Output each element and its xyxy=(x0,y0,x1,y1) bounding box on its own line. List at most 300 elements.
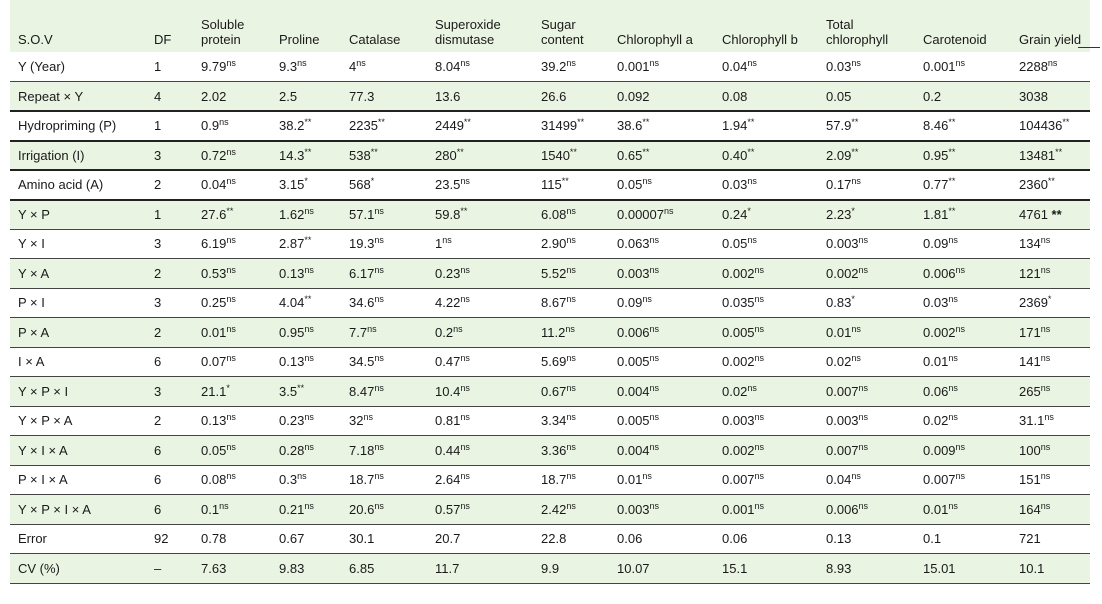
cell-value: 3 xyxy=(154,295,162,311)
cell-value: 1.62 xyxy=(279,207,305,222)
significance-mark: ns xyxy=(649,323,660,334)
cell-value: 1 xyxy=(154,118,162,134)
cell-value: 568 xyxy=(349,177,371,193)
cell-value: 0.06 xyxy=(722,531,748,547)
table-cell xyxy=(818,495,915,525)
cell-value: 2288 xyxy=(1019,59,1048,74)
table-cell xyxy=(818,111,915,141)
significance-mark: ** xyxy=(1047,176,1055,187)
cell-value: 23.5 xyxy=(435,177,461,193)
table-cell xyxy=(818,141,915,171)
significance-mark: ns xyxy=(374,294,384,305)
cell-value: 10.1 xyxy=(1019,560,1045,576)
cell-value: 0.24 xyxy=(722,207,748,222)
table-cell xyxy=(427,377,533,407)
table-cell xyxy=(714,465,818,495)
cell-value: 0.78 xyxy=(201,531,227,547)
table-row xyxy=(10,111,1090,141)
table-cell xyxy=(818,288,915,318)
significance-mark: ns xyxy=(304,500,314,511)
table-cell xyxy=(193,200,271,230)
significance-mark: ns xyxy=(747,382,757,393)
table-cell xyxy=(1011,141,1090,171)
cell-value: 164 xyxy=(1019,501,1041,517)
table-cell xyxy=(1011,170,1090,200)
cell-value: P × I xyxy=(18,295,45,311)
cell-value: I × A xyxy=(18,354,45,370)
table-cell xyxy=(818,465,915,495)
table-cell xyxy=(427,288,533,318)
significance-mark: ns xyxy=(858,441,869,452)
significance-mark: ns xyxy=(955,323,966,334)
table-cell xyxy=(609,52,714,82)
table-cell xyxy=(533,347,609,377)
cell-value: 0.03 xyxy=(923,295,949,311)
cell-value: 57.1 xyxy=(349,207,375,222)
table-cell xyxy=(533,495,609,525)
cell-value: Y × A xyxy=(18,265,50,281)
cell-value: 6.85 xyxy=(349,560,375,576)
significance-mark: ** xyxy=(948,146,956,157)
significance-mark: ns xyxy=(1040,264,1051,275)
cell-value: 13481 xyxy=(1019,147,1056,163)
table-cell xyxy=(609,436,714,466)
table-cell xyxy=(146,111,193,141)
significance-mark: ns xyxy=(304,323,314,334)
cell-value: 0.009 xyxy=(923,442,956,458)
significance-mark: ns xyxy=(851,323,861,334)
table-cell xyxy=(271,495,341,525)
row-label xyxy=(10,377,146,407)
table-cell xyxy=(341,406,427,436)
table-cell xyxy=(193,229,271,259)
table-cell xyxy=(1011,524,1090,554)
cell-value: 7.18 xyxy=(349,442,375,458)
cell-value: 2235 xyxy=(349,118,378,134)
cell-value: 0.07 xyxy=(201,354,227,370)
table-cell xyxy=(146,524,193,554)
table-header-row xyxy=(10,0,1090,52)
significance-mark: ns xyxy=(374,382,384,393)
significance-mark: ns xyxy=(851,471,861,482)
cell-value: Y × P × I × A xyxy=(18,501,91,517)
cell-value: CV (%) xyxy=(18,560,60,576)
significance-mark: * xyxy=(851,294,855,305)
significance-mark: ns xyxy=(649,382,660,393)
cell-value: 0.47 xyxy=(435,354,461,370)
cell-value: 2.09 xyxy=(826,147,852,163)
table-cell xyxy=(146,347,193,377)
cell-value: 0.9 xyxy=(201,118,220,134)
table-cell xyxy=(271,288,341,318)
table-cell xyxy=(818,200,915,230)
table-cell xyxy=(271,318,341,348)
cell-value: 0.003 xyxy=(617,501,650,517)
cell-value: 0.08 xyxy=(722,88,748,104)
cell-value: 0.007 xyxy=(826,442,859,458)
cell-value: 0.13 xyxy=(826,531,852,547)
significance-mark: ns xyxy=(858,500,869,511)
cell-value: 10.4 xyxy=(435,383,461,399)
cell-value: 0.2 xyxy=(923,88,942,104)
table-cell xyxy=(818,377,915,407)
col-header-grain-yield: Grain yield xyxy=(1019,32,1082,47)
table-cell xyxy=(915,436,1011,466)
row-label xyxy=(10,229,146,259)
table-cell xyxy=(193,347,271,377)
cell-value: 8.47 xyxy=(349,383,375,399)
cell-value: 0.67 xyxy=(279,531,305,547)
significance-mark: ns xyxy=(642,176,652,187)
significance-mark: ns xyxy=(754,264,765,275)
significance-mark: ns xyxy=(374,206,384,216)
col-header-df: DF xyxy=(154,32,172,47)
cell-value: 0.2 xyxy=(435,324,454,340)
table-cell xyxy=(271,229,341,259)
cell-value: 6 xyxy=(154,501,162,517)
cell-value: 0.007 xyxy=(923,472,956,488)
significance-mark: ns xyxy=(363,412,373,423)
table-cell xyxy=(1011,347,1090,377)
row-label xyxy=(10,52,146,82)
cell-value: 8.04 xyxy=(435,59,461,74)
table-cell xyxy=(193,82,271,112)
table-cell xyxy=(193,524,271,554)
table-cell xyxy=(146,554,193,584)
significance-mark: ns xyxy=(948,412,958,423)
significance-mark: ns xyxy=(226,235,236,246)
significance-mark: ns xyxy=(226,58,236,68)
cell-value: 0.002 xyxy=(826,265,859,281)
cell-value: 0.06 xyxy=(617,531,643,547)
table-cell xyxy=(193,141,271,171)
cell-value: 34.6 xyxy=(349,295,375,311)
table-row xyxy=(10,495,1090,525)
table-cell xyxy=(533,524,609,554)
significance-mark: ns xyxy=(356,58,366,68)
table-cell xyxy=(714,141,818,171)
table-cell xyxy=(427,436,533,466)
cell-value: 141 xyxy=(1019,354,1041,370)
cell-value: 0.035 xyxy=(722,295,755,311)
table-cell xyxy=(915,259,1011,289)
cell-value: 0.002 xyxy=(923,324,956,340)
cell-value: 0.44 xyxy=(435,442,461,458)
cell-value: 0.002 xyxy=(722,265,755,281)
cell-value: 0.007 xyxy=(722,472,755,488)
significance-mark: ns xyxy=(566,471,576,482)
cell-value: 1540 xyxy=(541,147,570,163)
cell-value: 3.5 xyxy=(279,383,298,399)
cell-value: 280 xyxy=(435,147,457,163)
significance-mark: ns xyxy=(649,412,660,423)
cell-value: Repeat × Y xyxy=(18,88,84,104)
anova-table xyxy=(10,0,1090,584)
significance-mark: ns xyxy=(460,294,470,305)
significance-mark: ns xyxy=(754,471,765,482)
table-cell xyxy=(915,200,1011,230)
table-cell xyxy=(915,288,1011,318)
table-cell xyxy=(533,111,609,141)
cell-value: 0.77 xyxy=(923,177,949,193)
cell-value: 19.3 xyxy=(349,236,375,252)
cell-value: 151 xyxy=(1019,472,1041,488)
table-cell xyxy=(341,554,427,584)
significance-mark: ns xyxy=(460,500,470,511)
table-cell xyxy=(146,288,193,318)
table-cell xyxy=(341,141,427,171)
cell-value: 1 xyxy=(435,236,443,252)
cell-value: Y × P xyxy=(18,207,50,222)
table-cell xyxy=(427,347,533,377)
table-cell xyxy=(427,465,533,495)
col-header-superoxide-dismutase: Superoxide dismutase xyxy=(435,17,501,47)
table-cell xyxy=(533,259,609,289)
table-cell xyxy=(915,347,1011,377)
table-cell xyxy=(609,318,714,348)
table-cell xyxy=(193,406,271,436)
cell-value: 6 xyxy=(154,472,162,488)
table-cell xyxy=(915,82,1011,112)
significance-mark: ns xyxy=(219,117,229,128)
cell-value: 2360 xyxy=(1019,177,1048,193)
table-cell xyxy=(193,436,271,466)
table-cell xyxy=(427,259,533,289)
table-cell xyxy=(146,200,193,230)
cell-value: 21.1 xyxy=(201,383,227,399)
significance-mark: ns xyxy=(374,441,384,452)
cell-value: 7.63 xyxy=(201,560,227,576)
table-cell xyxy=(271,52,341,82)
table-cell xyxy=(146,229,193,259)
col-header-sugar-content: Sugar content xyxy=(541,17,584,47)
table-cell xyxy=(818,406,915,436)
cell-value: 0.40 xyxy=(722,147,748,163)
significance-mark: ns xyxy=(1040,441,1051,452)
significance-mark: ns xyxy=(858,412,869,423)
cell-value: 0.02 xyxy=(826,354,852,370)
table-cell xyxy=(714,406,818,436)
table-cell xyxy=(714,111,818,141)
cell-value: 0.002 xyxy=(722,354,755,370)
significance-mark: ns xyxy=(374,235,384,246)
table-cell xyxy=(818,347,915,377)
cell-value: 0.25 xyxy=(201,295,227,311)
cell-value: 0.003 xyxy=(826,413,859,429)
cell-value: Error xyxy=(18,531,47,547)
significance-mark: ns xyxy=(304,441,314,452)
cell-value: 1 xyxy=(154,59,162,74)
significance-mark: ns xyxy=(226,471,236,482)
significance-mark: ** xyxy=(377,117,385,128)
cell-value: 0.09 xyxy=(923,236,949,252)
cell-value: 0.006 xyxy=(826,501,859,517)
significance-mark: ns xyxy=(955,441,966,452)
significance-mark: ** xyxy=(851,117,859,128)
significance-mark: ** xyxy=(370,146,378,157)
significance-mark: ns xyxy=(460,353,470,364)
table-cell xyxy=(714,377,818,407)
cell-value: – xyxy=(154,560,162,576)
table-cell xyxy=(146,259,193,289)
cell-value: 22.8 xyxy=(541,531,567,547)
table-cell xyxy=(193,465,271,495)
significance-mark: ns xyxy=(649,353,660,364)
table-cell xyxy=(915,318,1011,348)
table-cell xyxy=(609,82,714,112)
cell-value: 0.23 xyxy=(435,265,461,281)
cell-value: 4.22 xyxy=(435,295,461,311)
table-cell xyxy=(341,200,427,230)
cell-value: 2.42 xyxy=(541,501,567,517)
cell-value: 0.03 xyxy=(722,177,748,193)
cell-value: 0.02 xyxy=(923,413,949,429)
table-cell xyxy=(271,141,341,171)
col-header-carotenoid: Carotenoid xyxy=(923,32,987,47)
cell-value: 121 xyxy=(1019,265,1041,281)
significance-mark: ns xyxy=(955,58,966,68)
table-cell xyxy=(915,52,1011,82)
table-cell xyxy=(341,436,427,466)
table-cell xyxy=(193,318,271,348)
table-cell xyxy=(271,377,341,407)
cell-value: 0.21 xyxy=(279,501,305,517)
significance-mark: ns xyxy=(566,206,576,216)
table-cell xyxy=(193,377,271,407)
cell-value: 0.01 xyxy=(923,501,949,517)
table-cell xyxy=(427,200,533,230)
table-row xyxy=(10,554,1090,584)
significance-mark: ** xyxy=(747,146,755,157)
table-cell xyxy=(193,111,271,141)
cell-value: 6.08 xyxy=(541,207,567,222)
cell-value: 9.3 xyxy=(279,59,298,74)
table-cell xyxy=(818,318,915,348)
table-row xyxy=(10,347,1090,377)
table-cell xyxy=(915,554,1011,584)
table-cell xyxy=(533,318,609,348)
table-cell xyxy=(341,111,427,141)
table-cell xyxy=(714,229,818,259)
table-cell xyxy=(714,200,818,230)
cell-value: 8.46 xyxy=(923,118,949,134)
cell-value: 2 xyxy=(154,324,162,340)
significance-mark: ns xyxy=(747,58,757,68)
significance-mark: ns xyxy=(955,471,966,482)
cell-value: 2 xyxy=(154,413,162,429)
significance-mark: ns xyxy=(226,353,236,364)
significance-mark: ns xyxy=(1040,382,1051,393)
cell-value: 6.19 xyxy=(201,236,227,252)
row-label xyxy=(10,347,146,377)
table-cell xyxy=(714,347,818,377)
cell-value: 0.81 xyxy=(435,413,461,429)
cell-value: 0.05 xyxy=(617,177,643,193)
cell-value: 31.1 xyxy=(1019,413,1045,429)
cell-value: 5.69 xyxy=(541,354,567,370)
table-cell xyxy=(1011,229,1090,259)
cell-value: 0.08 xyxy=(201,472,227,488)
significance-mark: ns xyxy=(649,235,660,246)
table-cell xyxy=(341,259,427,289)
table-cell xyxy=(271,406,341,436)
significance-mark: ns xyxy=(754,294,765,305)
significance-mark: ns xyxy=(642,471,652,482)
cell-value: 92 xyxy=(154,531,169,547)
cell-value: 3.34 xyxy=(541,413,567,429)
cell-value: 0.003 xyxy=(617,265,650,281)
cell-value: 2 xyxy=(154,177,162,193)
cell-value: 0.001 xyxy=(617,59,650,74)
cell-value: 0.95 xyxy=(279,324,305,340)
significance-mark: ns xyxy=(1040,353,1051,364)
cell-value: 0.003 xyxy=(722,413,755,429)
table-cell xyxy=(427,141,533,171)
table-cell xyxy=(271,170,341,200)
cell-value: 0.003 xyxy=(826,236,859,252)
cell-value: 11.2 xyxy=(541,324,566,340)
table-cell xyxy=(1011,554,1090,584)
significance-mark: ** xyxy=(304,294,312,305)
table-cell xyxy=(146,52,193,82)
significance-mark: ** xyxy=(304,117,312,128)
table-row xyxy=(10,406,1090,436)
significance-mark: ** xyxy=(948,117,956,128)
table-cell xyxy=(533,52,609,82)
table-cell xyxy=(271,200,341,230)
table-cell xyxy=(341,524,427,554)
cell-value: 10.07 xyxy=(617,560,650,576)
table-row xyxy=(10,82,1090,112)
cell-value: 6.17 xyxy=(349,265,375,281)
significance-mark: ** xyxy=(297,382,305,393)
cell-value: 0.002 xyxy=(722,442,755,458)
cell-value: 0.13 xyxy=(201,413,227,429)
cell-value: 0.01 xyxy=(617,472,643,488)
cell-value: 0.05 xyxy=(826,88,852,104)
table-cell xyxy=(915,465,1011,495)
table-cell xyxy=(427,554,533,584)
cell-value: 4761 xyxy=(1019,207,1052,222)
cell-value: 9.9 xyxy=(541,560,560,576)
table-row xyxy=(10,465,1090,495)
cell-value: Y × P × A xyxy=(18,413,73,429)
significance-mark: ns xyxy=(754,323,765,334)
cell-value: 0.13 xyxy=(279,265,305,281)
significance-mark: ns xyxy=(566,441,576,452)
table-cell xyxy=(714,82,818,112)
table-cell xyxy=(193,554,271,584)
significance-mark: ** xyxy=(642,117,650,128)
table-cell xyxy=(533,436,609,466)
cell-value: 6 xyxy=(154,442,162,458)
table-cell xyxy=(714,318,818,348)
cell-value: 0.01 xyxy=(201,324,227,340)
table-cell xyxy=(427,495,533,525)
table-cell xyxy=(427,170,533,200)
cell-value: 2.90 xyxy=(541,236,567,252)
significance-mark: ns xyxy=(664,206,674,216)
table-cell xyxy=(609,406,714,436)
significance-mark: ** xyxy=(577,117,585,128)
cell-value: P × I × A xyxy=(18,472,68,488)
cell-value: 57.9 xyxy=(826,118,852,134)
table-cell xyxy=(533,229,609,259)
table-cell xyxy=(341,465,427,495)
table-cell xyxy=(427,318,533,348)
significance-mark: ** xyxy=(561,176,569,187)
significance-mark: ns xyxy=(754,500,765,511)
